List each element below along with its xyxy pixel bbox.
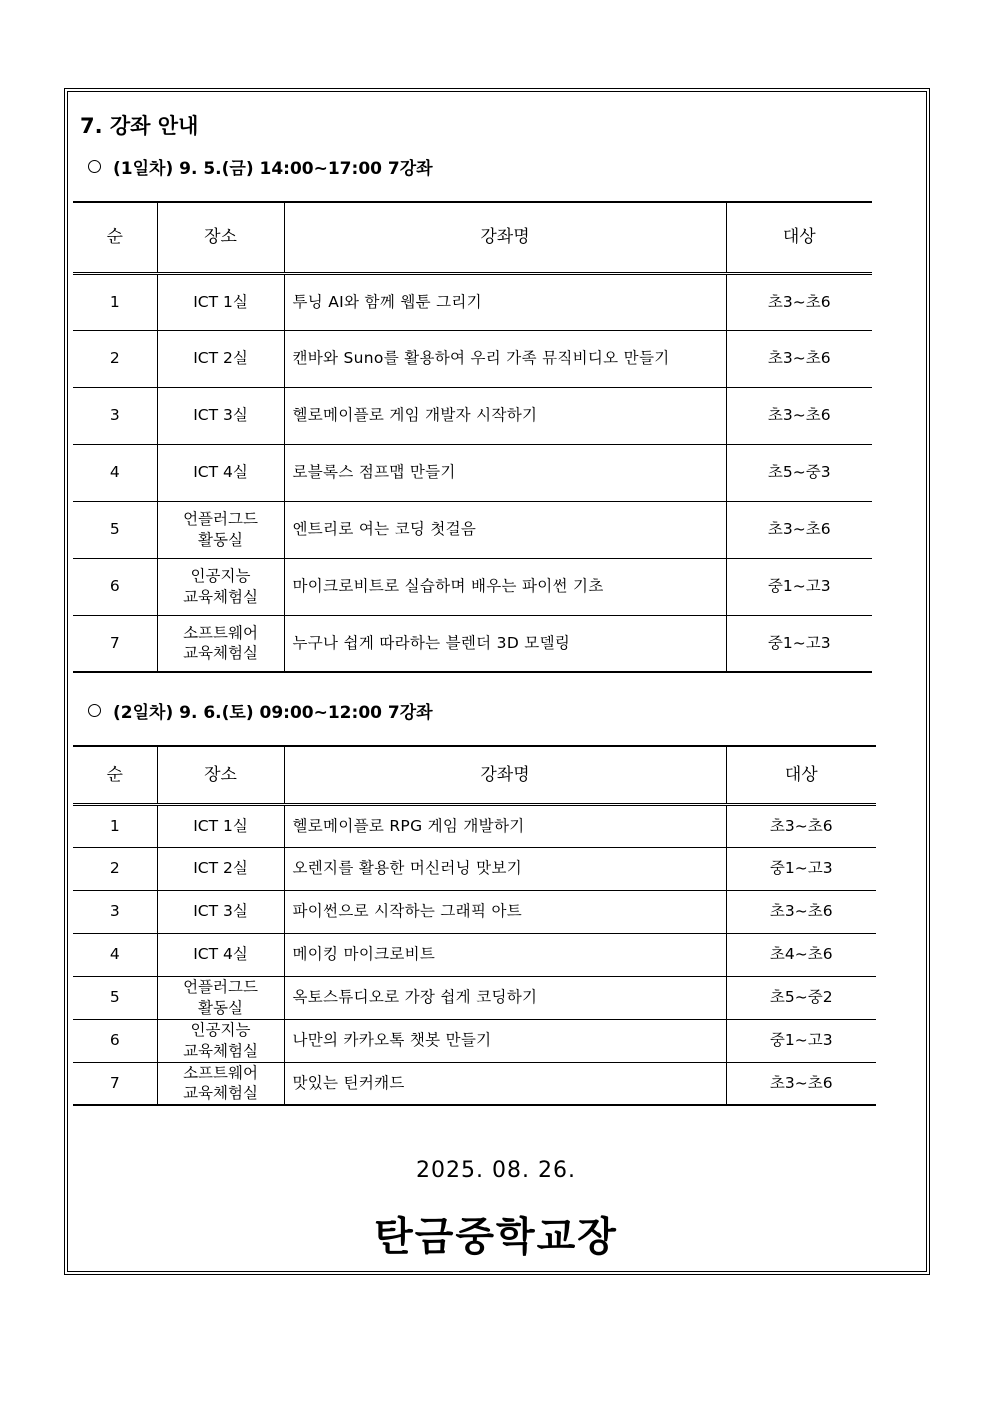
cell-target: 초3~초6 (726, 890, 876, 933)
cell-no: 5 (73, 501, 157, 558)
cell-no: 7 (73, 615, 157, 672)
cell-no: 1 (73, 804, 157, 847)
cell-target: 중1~고3 (726, 847, 876, 890)
cell-target: 초5~중3 (726, 444, 872, 501)
cell-title: 맛있는 틴커캐드 (284, 1062, 726, 1105)
table-row (73, 615, 872, 672)
cell-no: 3 (73, 890, 157, 933)
table-header-row (73, 202, 872, 273)
header-no: 순 (73, 746, 157, 804)
circle-bullet-icon (88, 704, 101, 717)
table-row (73, 976, 876, 1019)
cell-place: ICT 4실 (157, 444, 284, 501)
cell-place: ICT 3실 (157, 387, 284, 444)
header-no: 순 (73, 202, 157, 273)
day2-table (73, 745, 876, 1106)
cell-place: ICT 3실 (157, 890, 284, 933)
header-title: 강좌명 (284, 202, 726, 273)
cell-no: 4 (73, 933, 157, 976)
cell-no: 2 (73, 847, 157, 890)
cell-title: 엔트리로 여는 코딩 첫걸음 (284, 501, 726, 558)
cell-title: 메이킹 마이크로비트 (284, 933, 726, 976)
day1-table-body (73, 273, 872, 672)
cell-place: 소프트웨어 교육체험실 (157, 1062, 284, 1105)
table-row (73, 847, 876, 890)
cell-place: ICT 1실 (157, 804, 284, 847)
cell-no: 3 (73, 387, 157, 444)
cell-place: 인공지능 교육체험실 (157, 1019, 284, 1062)
cell-place: 언플러그드 활동실 (157, 976, 284, 1019)
cell-title: 옥토스튜디오로 가장 쉽게 코딩하기 (284, 976, 726, 1019)
table-header-row (73, 746, 876, 804)
day1-label: (1일차) 9. 5.(금) 14:00~17:00 7강좌 (113, 159, 433, 179)
signer: 탄금중학교장 (374, 1214, 618, 1260)
cell-target: 초5~중2 (726, 976, 876, 1019)
cell-place: 소프트웨어 교육체험실 (157, 615, 284, 672)
table-row (73, 933, 876, 976)
cell-title: 나만의 카카오톡 챗봇 만들기 (284, 1019, 726, 1062)
cell-no: 4 (73, 444, 157, 501)
cell-no: 5 (73, 976, 157, 1019)
cell-no: 1 (73, 273, 157, 330)
table-row (73, 273, 872, 330)
day2-heading (88, 698, 433, 723)
cell-no: 2 (73, 330, 157, 387)
header-place: 장소 (157, 202, 284, 273)
header-place: 장소 (157, 746, 284, 804)
cell-target: 초3~초6 (726, 804, 876, 847)
table-row (73, 501, 872, 558)
cell-target: 중1~고3 (726, 558, 872, 615)
table-row (73, 387, 872, 444)
table-row (73, 804, 876, 847)
header-target: 대상 (726, 202, 872, 273)
cell-no: 6 (73, 1019, 157, 1062)
cell-target: 초3~초6 (726, 1062, 876, 1105)
header-title: 강좌명 (284, 746, 726, 804)
cell-place: ICT 4실 (157, 933, 284, 976)
table-row (73, 330, 872, 387)
cell-place: 인공지능 교육체험실 (157, 558, 284, 615)
day2-table-body (73, 804, 876, 1105)
cell-title: 파이썬으로 시작하는 그래픽 아트 (284, 890, 726, 933)
cell-no: 6 (73, 558, 157, 615)
table-row (73, 1062, 876, 1105)
cell-title: 헬로메이플로 RPG 게임 개발하기 (284, 804, 726, 847)
header-target: 대상 (726, 746, 876, 804)
table-row (73, 1019, 876, 1062)
cell-target: 초3~초6 (726, 387, 872, 444)
cell-title: 오렌지를 활용한 머신러닝 맛보기 (284, 847, 726, 890)
cell-title: 투닝 AI와 함께 웹툰 그리기 (284, 273, 726, 330)
cell-place: ICT 2실 (157, 847, 284, 890)
table-row (73, 558, 872, 615)
cell-target: 중1~고3 (726, 615, 872, 672)
day1-heading (88, 154, 433, 179)
circle-bullet-icon (88, 160, 101, 173)
cell-place: ICT 2실 (157, 330, 284, 387)
cell-title: 캔바와 Suno를 활용하여 우리 가족 뮤직비디오 만들기 (284, 330, 726, 387)
cell-title: 헬로메이플로 게임 개발자 시작하기 (284, 387, 726, 444)
cell-title: 로블록스 점프맵 만들기 (284, 444, 726, 501)
section-title: 7. 강좌 안내 (80, 114, 199, 138)
day2-label: (2일차) 9. 6.(토) 09:00~12:00 7강좌 (113, 703, 433, 723)
issue-date: 2025. 08. 26. (416, 1158, 576, 1183)
cell-place: ICT 1실 (157, 273, 284, 330)
table-row (73, 890, 876, 933)
cell-target: 초3~초6 (726, 330, 872, 387)
day1-table (73, 201, 872, 673)
cell-title: 누구나 쉽게 따라하는 블렌더 3D 모델링 (284, 615, 726, 672)
cell-target: 초3~초6 (726, 501, 872, 558)
cell-no: 7 (73, 1062, 157, 1105)
table-row (73, 444, 872, 501)
cell-target: 초3~초6 (726, 273, 872, 330)
cell-target: 초4~초6 (726, 933, 876, 976)
cell-target: 중1~고3 (726, 1019, 876, 1062)
cell-place: 언플러그드 활동실 (157, 501, 284, 558)
cell-title: 마이크로비트로 실습하며 배우는 파이썬 기초 (284, 558, 726, 615)
